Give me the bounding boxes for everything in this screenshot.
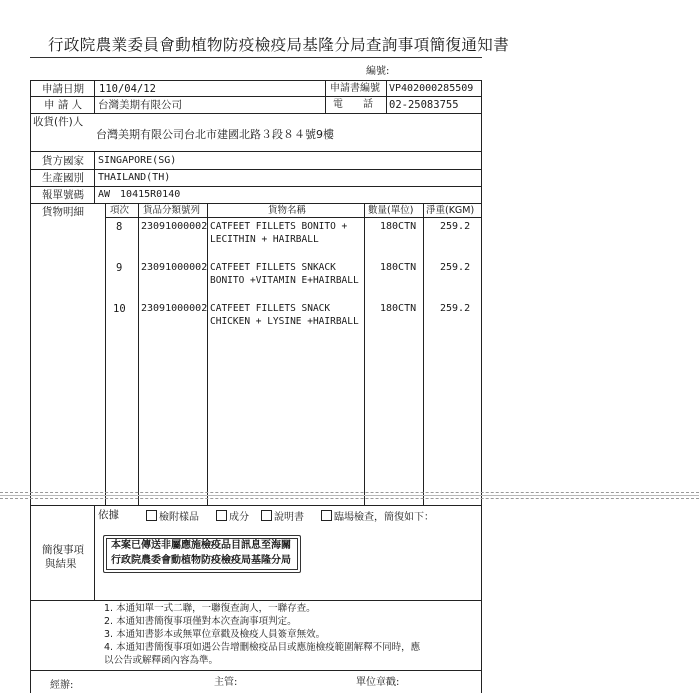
origin-prod-value: THAILAND(TH) [98, 172, 171, 183]
rule [30, 505, 482, 506]
note-line: 2. 本通知書簡復事項僅對本次查詢事項判定。 [104, 616, 297, 627]
option-inspection-label: 臨場檢查，簡復如下： [334, 512, 434, 523]
consignee-value: 台灣美期有限公司台北市建國北路３段８４號9樓 [96, 128, 334, 141]
consignee-label: 收貨(件)人 [33, 116, 84, 128]
handler-label: 經辦: [50, 680, 74, 691]
rule [386, 80, 387, 113]
rule [94, 151, 95, 203]
rule [207, 203, 208, 505]
row-name-line1: CATFEET FILLETS SNACK [210, 303, 331, 314]
seal-label: 單位章戳: [356, 677, 400, 688]
rule [105, 203, 106, 505]
row-qty: 180CTN [380, 221, 417, 232]
section-label-line1: 簡復事項 [42, 544, 84, 556]
frame-right [481, 80, 482, 693]
note-line: 1. 本通知單一式二聯，一聯復查詢人，一聯存查。 [104, 603, 316, 614]
col-header-item: 項次 [110, 205, 130, 216]
option-sample-label: 檢附樣品 [159, 512, 199, 523]
stamp-line2: 行政院農委會動植物防疫檢疫局基隆分局 [111, 555, 291, 566]
apply-date-label: 申請日期 [42, 83, 84, 95]
applicant-label: 申 請 人 [44, 99, 83, 111]
option-manual[interactable] [261, 510, 304, 523]
rule [105, 217, 482, 218]
rule [30, 96, 482, 97]
declaration-label: 報單號碼 [42, 189, 84, 201]
note-line: 3. 本通知書影本或無單位章戳及檢疫人員簽章無效。 [104, 629, 326, 640]
row-name-line1: CATFEET FILLETS BONITO + [210, 221, 348, 232]
row-item: 8 [116, 221, 123, 233]
option-manual-label: 說明書 [274, 512, 304, 523]
document-title: 行政院農業委員會動植物防疫檢疫局基隆分局查詢事項簡復通知書 [48, 36, 510, 54]
phone-label: 電 話 [333, 99, 373, 110]
col-header-name: 貨物名稱 [268, 205, 307, 216]
rule [30, 113, 482, 114]
row-name-line2: BONITO +VITAMIN E+HAIRBALL [210, 275, 359, 286]
checkbox-manual[interactable] [261, 510, 272, 521]
row-item: 10 [113, 303, 126, 315]
rule [94, 505, 95, 600]
row-item: 9 [116, 262, 123, 274]
row-name-line2: LECITHIN + HAIRBALL [210, 234, 319, 245]
row-weight: 259.2 [440, 262, 471, 273]
row-code: 23091000002 [141, 221, 208, 232]
rule [30, 670, 482, 671]
option-ingredient[interactable] [216, 510, 249, 523]
option-inspection[interactable] [321, 510, 434, 523]
phone-value: 02-25083755 [389, 99, 459, 111]
row-code: 23091000002 [141, 303, 208, 314]
checkbox-sample[interactable] [146, 510, 157, 521]
supervisor-label: 主管: [214, 677, 238, 688]
title-underline [30, 57, 482, 58]
rule [30, 80, 482, 81]
scan-fold-line [0, 495, 699, 496]
app-no-value: VP402000285509 [389, 83, 474, 94]
row-name-line1: CATFEET FILLETS SNKACK [210, 262, 336, 273]
rule [30, 151, 482, 152]
col-header-weight: 淨重(KGM) [426, 205, 475, 216]
applicant-value: 台灣美期有限公司 [98, 99, 182, 111]
rule [364, 203, 365, 505]
row-weight: 259.2 [440, 221, 471, 232]
col-header-code: 貨品分類號列 [143, 205, 201, 216]
declaration-value: AW 10415R0140 [98, 189, 181, 200]
origin-trade-value: SINGAPORE(SG) [98, 155, 177, 166]
frame-left [30, 80, 31, 693]
origin-prod-label: 生產國別 [42, 172, 84, 184]
rule [30, 203, 482, 204]
rule [94, 80, 95, 113]
scan-fold-line [0, 492, 699, 493]
checkbox-inspection[interactable] [321, 510, 332, 521]
stamp-line1: 本案已傳送非屬應施檢疫品目訊息至海關 [111, 540, 291, 551]
rule [30, 186, 482, 187]
apply-date-value: 110/04/12 [99, 83, 156, 95]
option-ingredient-label: 成分 [229, 512, 249, 523]
note-line: 4. 本通知書簡復事項如遇公告增刪檢疫品目或應施檢疫範圍解釋不同時，應 [104, 642, 421, 653]
note-line: 以公告或解釋函內容為準。 [104, 655, 219, 666]
scan-fold-line [0, 498, 699, 499]
row-name-line2: CHICKEN + LYSINE +HAIRBALL [210, 316, 359, 327]
section-label-line2: 與結果 [45, 558, 77, 570]
rule [30, 169, 482, 170]
rule [138, 203, 139, 505]
rule [30, 600, 482, 601]
row-qty: 180CTN [380, 303, 417, 314]
checkbox-ingredient[interactable] [216, 510, 227, 521]
basis-label: 依據 [98, 509, 119, 521]
row-code: 23091000002 [141, 262, 208, 273]
option-sample[interactable] [146, 510, 199, 523]
row-weight: 259.2 [440, 303, 471, 314]
goods-label: 貨物明細 [42, 206, 84, 218]
origin-trade-label: 貨方國家 [42, 155, 84, 167]
row-qty: 180CTN [380, 262, 417, 273]
number-label: 編號: [366, 66, 390, 77]
app-no-label: 申請書編號 [330, 83, 380, 94]
rule [325, 80, 326, 113]
rule [423, 203, 424, 505]
col-header-qty: 數量(單位) [368, 205, 414, 216]
